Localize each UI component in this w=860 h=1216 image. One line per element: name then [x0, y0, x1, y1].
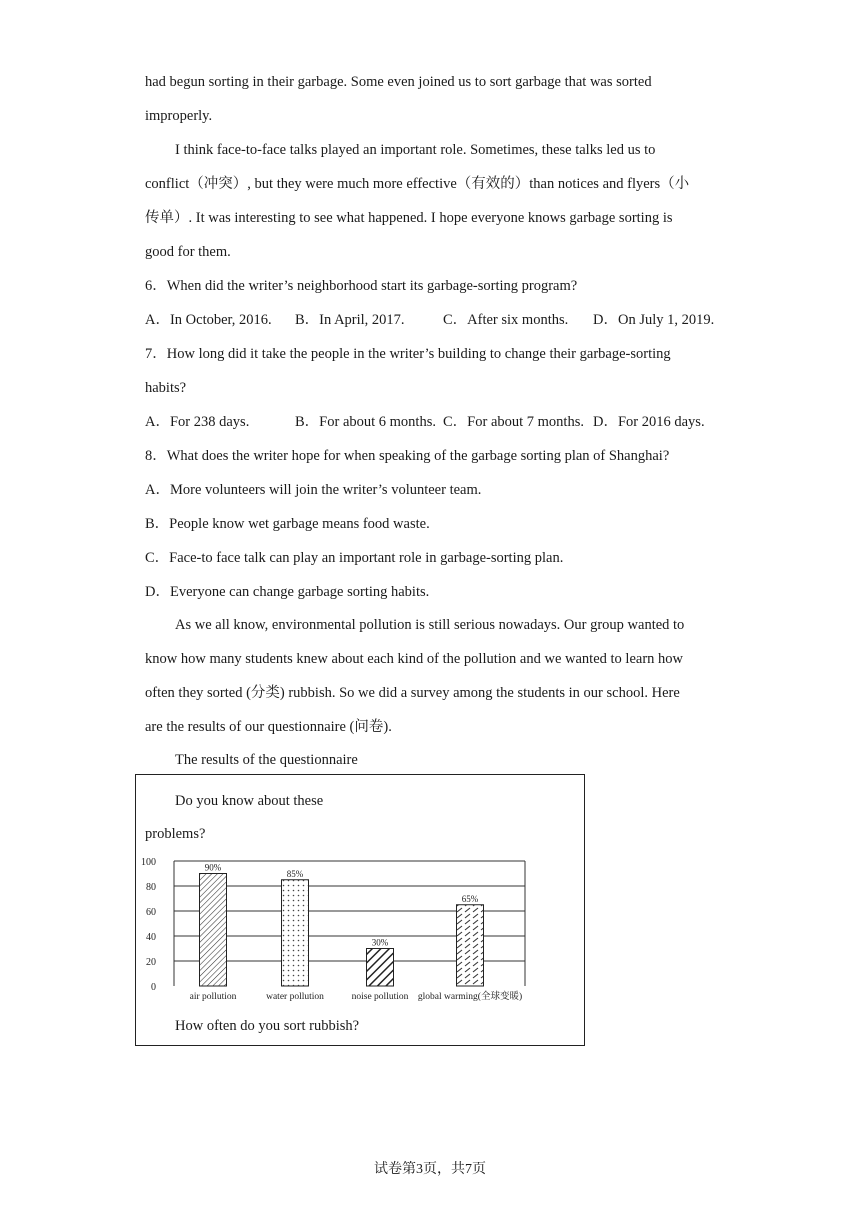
x-category-label: global warming(全球变暖) [417, 992, 523, 1002]
option-d: D．Everyone can change garbage sorting habits. [145, 584, 430, 600]
passage-line: are the results of our questionnaire (问卷). [145, 719, 392, 735]
option-d: D．On July 1, 2019. [593, 312, 715, 328]
option-b: B．People know wet garbage means food waste. [145, 516, 430, 532]
bar [282, 880, 309, 986]
x-category-label: air pollution [189, 992, 237, 1002]
option-a: A．For 238 days. [145, 414, 250, 430]
question-stem: 8．What does the writer hope for when speaking of the garbage sorting plan of Shanghai? [145, 448, 670, 464]
y-tick-label: 0 [151, 982, 156, 993]
bar [457, 905, 484, 986]
options-row [145, 412, 725, 432]
x-category-label: noise pollution [351, 992, 409, 1002]
question-stem: habits? [145, 380, 187, 396]
y-tick-label: 100 [141, 857, 156, 868]
bar-value-label: 30% [371, 937, 389, 948]
option-b: B．In April, 2017. [295, 312, 405, 328]
y-tick-label: 80 [146, 882, 156, 893]
option-c: C．For about 7 months. [443, 414, 584, 430]
y-tick-label: 40 [146, 932, 156, 943]
bar [200, 874, 227, 987]
y-tick-label: 20 [146, 957, 156, 968]
passage-line: know how many students knew about each kind of the pollution and we wanted to learn how [145, 651, 683, 667]
passage-line: often they sorted (分类) rubbish. So we did a survey among the students in our school. Here [145, 685, 680, 701]
survey-question: Do you know about these [175, 793, 324, 809]
option-c: C．After six months. [443, 312, 569, 328]
passage-line: I think face-to-face talks played an important role. Sometimes, these talks led us to [175, 142, 656, 158]
passage-line: had begun sorting in their garbage. Some even joined us to sort garbage that was sorted [145, 74, 652, 90]
option-b: B．For about 6 months. [295, 414, 436, 430]
questionnaire-box [135, 774, 585, 1046]
option-a: A．In October, 2016. [145, 312, 272, 328]
bar-value-label: 90% [204, 862, 222, 873]
bar-value-label: 85% [286, 868, 304, 879]
bar-chart [136, 853, 586, 1013]
page-footer: 试卷第3页，共7页 [374, 1162, 486, 1177]
passage-line: As we all know, environmental pollution is still serious nowadays. Our group wanted to [175, 617, 685, 633]
y-tick-label: 60 [146, 907, 156, 918]
survey-question: problems? [145, 826, 206, 842]
option-c: C．Face-to face talk can play an important role in garbage-sorting plan. [145, 550, 564, 566]
passage-line: improperly. [145, 108, 213, 124]
x-category-label: water pollution [266, 992, 324, 1002]
passage-line: conflict（冲突）, but they were much more effective（有效的）than notices and flyers（小 [145, 176, 690, 192]
bar [367, 949, 394, 987]
question-stem: 6．When did the writer’s neighborhood start its garbage-sorting program? [145, 278, 578, 294]
passage-line: good for them. [145, 244, 231, 260]
questionnaire-heading: The results of the questionnaire [175, 752, 358, 768]
option-a: A．More volunteers will join the writer’s volunteer team. [145, 482, 482, 498]
question-stem: 7．How long did it take the people in the writer’s building to change their garbage-sorting [145, 346, 671, 362]
passage-line: 传单）. It was interesting to see what happened. I hope everyone knows garbage sorting is [145, 210, 673, 226]
option-d: D．For 2016 days. [593, 414, 705, 430]
bar-value-label: 65% [461, 893, 479, 904]
survey-question: How often do you sort rubbish? [175, 1018, 360, 1034]
options-row [145, 310, 725, 330]
